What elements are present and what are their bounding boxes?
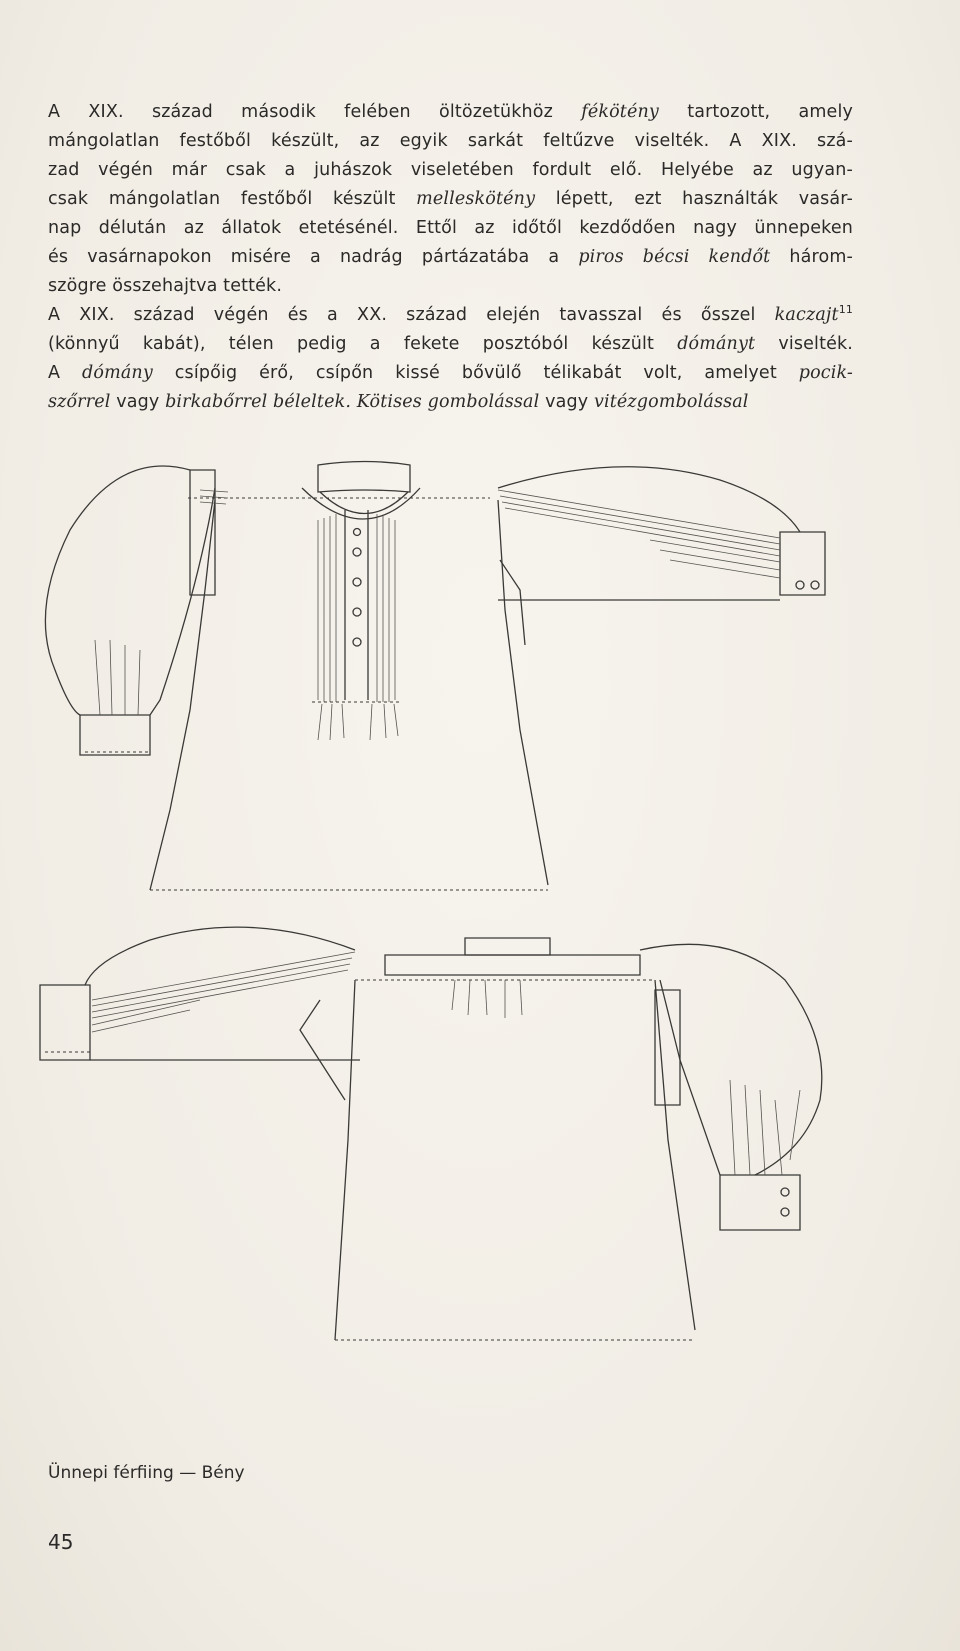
text-run: csak mángolatlan festőből készült — [48, 189, 417, 209]
italic-term: vitézgombolással — [593, 392, 749, 412]
text-line — [48, 330, 853, 359]
italic-term: dómányt — [677, 334, 756, 354]
shirt-back-view — [40, 927, 822, 1340]
text-run: A XIX. század végén és a XX. század elején tavasszal és ősszel — [48, 305, 775, 325]
italic-term: fékötény — [581, 102, 659, 122]
text-line — [48, 359, 853, 388]
text-run: nap délután az állatok etetésénél. Ettől az időtől kezdődően nagy ünnepeken — [48, 218, 853, 238]
italic-term: piros bécsi kendőt — [578, 247, 771, 267]
text-line — [48, 185, 853, 214]
italic-term: melleskötény — [416, 189, 536, 209]
text-run: tartozott, amely — [658, 102, 853, 122]
text-run: szögre összehajtva tették. — [48, 276, 283, 296]
figure-caption: Ünnepi férfiing — Bény — [48, 1463, 245, 1483]
italic-term: birkabőrrel béleltek. Kötises gombolással — [165, 392, 540, 412]
text-line — [48, 388, 853, 417]
text-run: A — [48, 363, 83, 383]
text-run: csípőig érő, csípőn kissé bővülő télikabát volt, amelyet — [152, 363, 799, 383]
italic-term: dómány — [82, 363, 153, 383]
text-line — [48, 214, 853, 243]
text-line — [48, 98, 853, 127]
text-run: mángolatlan festőből készült, az egyik sarkát feltűzve viselték. A XIX. szá- — [48, 131, 853, 151]
text-line — [48, 301, 853, 330]
text-run: zad végén már csak a juhászok viseletében fordult elő. Helyébe az ugyan- — [48, 160, 853, 180]
italic-term: pocik- — [798, 363, 853, 383]
text-run: lépett, ezt használták vasár- — [535, 189, 853, 209]
text-run: három- — [770, 247, 853, 267]
text-run: vagy — [110, 392, 166, 412]
body-text — [48, 98, 853, 417]
text-line — [48, 272, 853, 301]
text-run: vagy — [539, 392, 594, 412]
page-number: 45 — [48, 1530, 74, 1554]
italic-term: kaczajt — [774, 305, 839, 325]
shirt-front-view — [45, 462, 825, 891]
text-run: és vasárnapokon misére a nadrág pártázatába a — [48, 247, 579, 267]
italic-term: szőrrel — [48, 392, 111, 412]
text-run: 11 — [838, 303, 853, 317]
text-line — [48, 156, 853, 185]
text-run: viselték. — [755, 334, 853, 354]
shirt-illustration — [0, 440, 960, 1440]
text-run: A XIX. század második felében öltözetükhöz — [48, 102, 582, 122]
text-run: (könnyű kabát), télen pedig a fekete posztóból készült — [48, 334, 678, 354]
text-line — [48, 243, 853, 272]
text-line — [48, 127, 853, 156]
